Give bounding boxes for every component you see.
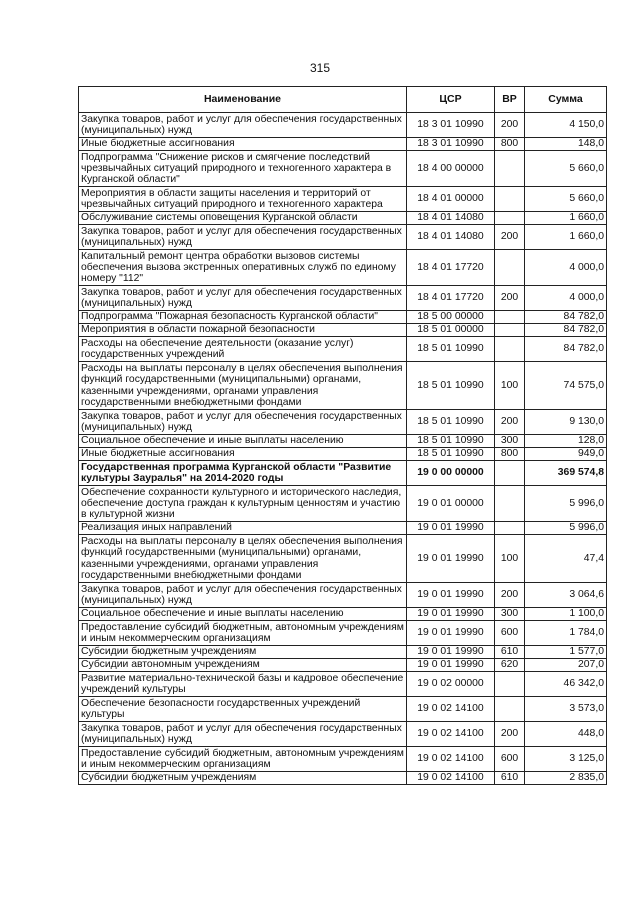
cell-sum: 3 573,0	[525, 697, 607, 722]
cell-name: Закупка товаров, работ и услуг для обеспечения государственных (муниципальных) нужд	[79, 113, 407, 138]
cell-name: Закупка товаров, работ и услуг для обеспечения государственных (муниципальных) нужд	[79, 286, 407, 311]
cell-vr: 100	[495, 535, 525, 583]
cell-sum: 2 835,0	[525, 772, 607, 785]
cell-vr: 200	[495, 225, 525, 250]
cell-name: Предоставление субсидий бюджетным, автономным учреждениям и иным некоммерческим организациям	[79, 621, 407, 646]
cell-vr: 610	[495, 772, 525, 785]
cell-name: Подпрограмма "Снижение рисков и смягчение последствий чрезвычайных ситуаций природного и техногенного характера в Курганской области"	[79, 151, 407, 187]
cell-sum: 5 996,0	[525, 522, 607, 535]
cell-sum: 148,0	[525, 138, 607, 151]
cell-name: Закупка товаров, работ и услуг для обеспечения государственных (муниципальных) нужд	[79, 410, 407, 435]
cell-sum: 207,0	[525, 659, 607, 672]
cell-vr: 800	[495, 448, 525, 461]
table-row	[79, 187, 607, 212]
cell-vr: 200	[495, 410, 525, 435]
header-name: Наименование	[79, 87, 407, 113]
cell-name: Субсидии бюджетным учреждениям	[79, 772, 407, 785]
cell-name: Предоставление субсидий бюджетным, автономным учреждениям и иным некоммерческим организациям	[79, 747, 407, 772]
cell-name: Мероприятия в области пожарной безопасности	[79, 324, 407, 337]
cell-name: Расходы на обеспечение деятельности (оказание услуг) государственных учреждений	[79, 337, 407, 362]
cell-name: Капитальный ремонт центра обработки вызовов системы обеспечения вызова экстренных оперативных служб по единому номеру "112"	[79, 250, 407, 286]
cell-name: Социальное обеспечение и иные выплаты населению	[79, 435, 407, 448]
cell-name: Закупка товаров, работ и услуг для обеспечения государственных (муниципальных) нужд	[79, 225, 407, 250]
cell-sum: 84 782,0	[525, 324, 607, 337]
cell-vr: 200	[495, 286, 525, 311]
cell-name: Обслуживание системы оповещения Курганской области	[79, 212, 407, 225]
cell-vr	[495, 672, 525, 697]
cell-sum: 4 000,0	[525, 250, 607, 286]
cell-csr: 18 5 00 00000	[407, 311, 495, 324]
budget-table	[78, 86, 607, 785]
cell-vr: 200	[495, 722, 525, 747]
cell-csr: 19 0 01 19990	[407, 522, 495, 535]
page-number: 315	[309, 61, 331, 75]
cell-name: Расходы на выплаты персоналу в целях обеспечения выполнения функций государственными (муниципальными) органами, казенными учреждениями, органами управления государственными внебюджетными фондами	[79, 362, 407, 410]
cell-csr: 19 0 02 14100	[407, 772, 495, 785]
cell-sum: 9 130,0	[525, 410, 607, 435]
cell-vr: 100	[495, 362, 525, 410]
cell-name: Обеспечение безопасности государственных учреждений культуры	[79, 697, 407, 722]
cell-sum: 1 784,0	[525, 621, 607, 646]
cell-csr: 18 4 01 17720	[407, 250, 495, 286]
cell-vr	[495, 486, 525, 522]
cell-vr	[495, 697, 525, 722]
table-row	[79, 522, 607, 535]
table-row	[79, 324, 607, 337]
cell-vr: 800	[495, 138, 525, 151]
cell-sum: 4 150,0	[525, 113, 607, 138]
table-row	[79, 697, 607, 722]
cell-name: Обеспечение сохранности культурного и исторического наследия, обеспечение доступа граждан к культурным ценностям и участию в культурной жизни	[79, 486, 407, 522]
cell-csr: 18 5 01 10990	[407, 362, 495, 410]
cell-name: Субсидии бюджетным учреждениям	[79, 646, 407, 659]
cell-name: Субсидии автономным учреждениям	[79, 659, 407, 672]
cell-name: Мероприятия в области защиты населения и территорий от чрезвычайных ситуаций природного и техногенного характера	[79, 187, 407, 212]
cell-vr: 300	[495, 435, 525, 448]
cell-name: Иные бюджетные ассигнования	[79, 138, 407, 151]
cell-sum: 5 660,0	[525, 187, 607, 212]
table-row	[79, 621, 607, 646]
cell-vr	[495, 187, 525, 212]
table-row	[79, 151, 607, 187]
cell-vr	[495, 250, 525, 286]
cell-csr: 18 3 01 10990	[407, 138, 495, 151]
cell-name: Социальное обеспечение и иные выплаты населению	[79, 608, 407, 621]
header-sum: Сумма	[525, 87, 607, 113]
table-row	[79, 486, 607, 522]
cell-sum: 448,0	[525, 722, 607, 747]
cell-csr: 18 4 00 00000	[407, 151, 495, 187]
cell-csr: 18 4 01 14080	[407, 225, 495, 250]
cell-csr: 19 0 01 19990	[407, 646, 495, 659]
cell-csr: 18 4 01 00000	[407, 187, 495, 212]
cell-vr	[495, 151, 525, 187]
table-row	[79, 747, 607, 772]
cell-csr: 18 4 01 17720	[407, 286, 495, 311]
table-header-row	[79, 87, 607, 113]
table-row	[79, 535, 607, 583]
cell-csr: 18 5 01 10990	[407, 410, 495, 435]
cell-name: Подпрограмма "Пожарная безопасность Курганской области"	[79, 311, 407, 324]
cell-name: Реализация иных направлений	[79, 522, 407, 535]
cell-csr: 18 3 01 10990	[407, 113, 495, 138]
cell-vr	[495, 337, 525, 362]
table-row	[79, 286, 607, 311]
header-csr: ЦСР	[407, 87, 495, 113]
table-row	[79, 461, 607, 486]
header-vr: ВР	[495, 87, 525, 113]
table-row	[79, 250, 607, 286]
table-row	[79, 410, 607, 435]
cell-csr: 19 0 01 00000	[407, 486, 495, 522]
cell-csr: 18 5 01 10990	[407, 435, 495, 448]
cell-csr: 18 5 01 10990	[407, 448, 495, 461]
table-row	[79, 646, 607, 659]
table-row	[79, 113, 607, 138]
cell-vr	[495, 461, 525, 486]
table-row	[79, 608, 607, 621]
cell-name: Закупка товаров, работ и услуг для обеспечения государственных (муниципальных) нужд	[79, 583, 407, 608]
table-row	[79, 225, 607, 250]
table-row	[79, 138, 607, 151]
cell-vr: 200	[495, 113, 525, 138]
cell-vr	[495, 522, 525, 535]
cell-sum: 5 660,0	[525, 151, 607, 187]
cell-sum: 47,4	[525, 535, 607, 583]
cell-sum: 5 996,0	[525, 486, 607, 522]
cell-sum: 3 064,6	[525, 583, 607, 608]
cell-csr: 19 0 01 19990	[407, 659, 495, 672]
cell-csr: 19 0 01 19990	[407, 621, 495, 646]
table-row	[79, 435, 607, 448]
cell-name: Развитие материально-технической базы и кадровое обеспечение учреждений культуры	[79, 672, 407, 697]
cell-sum: 1 660,0	[525, 225, 607, 250]
cell-name: Государственная программа Курганской области "Развитие культуры Зауралья" на 2014-2020 годы	[79, 461, 407, 486]
table-row	[79, 448, 607, 461]
cell-vr: 600	[495, 747, 525, 772]
table-row	[79, 311, 607, 324]
cell-vr: 610	[495, 646, 525, 659]
cell-vr: 200	[495, 583, 525, 608]
cell-name: Закупка товаров, работ и услуг для обеспечения государственных (муниципальных) нужд	[79, 722, 407, 747]
table-row	[79, 583, 607, 608]
cell-sum: 369 574,8	[525, 461, 607, 486]
cell-csr: 18 5 01 00000	[407, 324, 495, 337]
cell-csr: 19 0 02 00000	[407, 672, 495, 697]
cell-sum: 46 342,0	[525, 672, 607, 697]
cell-vr	[495, 212, 525, 225]
cell-sum: 84 782,0	[525, 311, 607, 324]
cell-sum: 1 100,0	[525, 608, 607, 621]
cell-sum: 128,0	[525, 435, 607, 448]
cell-vr	[495, 311, 525, 324]
cell-csr: 18 4 01 14080	[407, 212, 495, 225]
cell-name: Иные бюджетные ассигнования	[79, 448, 407, 461]
cell-csr: 19 0 01 19990	[407, 583, 495, 608]
table-row	[79, 722, 607, 747]
cell-name: Расходы на выплаты персоналу в целях обеспечения выполнения функций государственными (муниципальными) органами, казенными учреждениями, органами управления государственными внебюджетными фондами	[79, 535, 407, 583]
table-row	[79, 659, 607, 672]
cell-sum: 84 782,0	[525, 337, 607, 362]
cell-csr: 19 0 00 00000	[407, 461, 495, 486]
table-row	[79, 772, 607, 785]
cell-csr: 19 0 02 14100	[407, 697, 495, 722]
cell-csr: 19 0 02 14100	[407, 747, 495, 772]
cell-sum: 4 000,0	[525, 286, 607, 311]
table-row	[79, 337, 607, 362]
cell-vr	[495, 324, 525, 337]
cell-csr: 19 0 01 19990	[407, 608, 495, 621]
table-row	[79, 672, 607, 697]
cell-sum: 3 125,0	[525, 747, 607, 772]
table-row	[79, 362, 607, 410]
cell-sum: 1 660,0	[525, 212, 607, 225]
cell-sum: 1 577,0	[525, 646, 607, 659]
cell-csr: 18 5 01 10990	[407, 337, 495, 362]
cell-vr: 300	[495, 608, 525, 621]
cell-csr: 19 0 02 14100	[407, 722, 495, 747]
cell-csr: 19 0 01 19990	[407, 535, 495, 583]
cell-vr: 620	[495, 659, 525, 672]
cell-sum: 74 575,0	[525, 362, 607, 410]
cell-sum: 949,0	[525, 448, 607, 461]
table-row	[79, 212, 607, 225]
cell-vr: 600	[495, 621, 525, 646]
